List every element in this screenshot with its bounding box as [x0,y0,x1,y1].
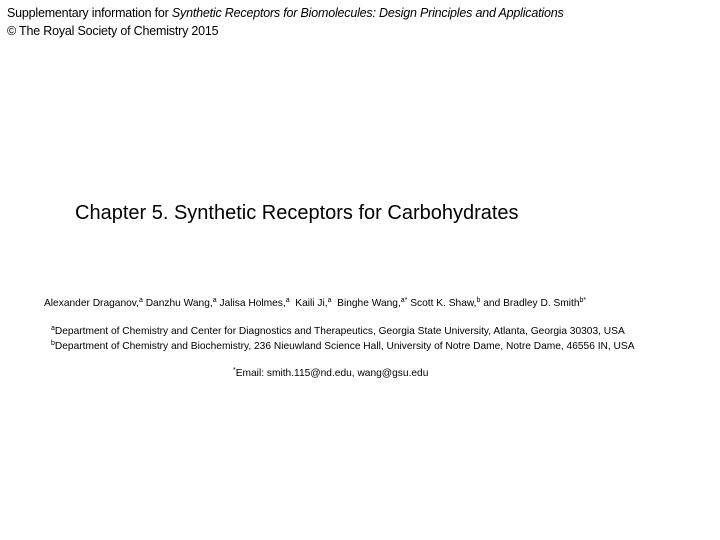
affiliation-mark: b [51,340,55,347]
author-name: and Bradley D. Smith [483,298,580,309]
author-name: Scott K. Shaw, [410,298,477,309]
affiliation-text: Department of Chemistry and Biochemistry, 236 Nieuwland Science Hall, University of Notre Dame, Notre Dame, 46556 IN, USA [54,341,635,352]
copyright-line: © The Royal Society of Chemistry 2015 [7,24,219,38]
affiliation-mark: a [51,325,55,332]
author-name: Jalisa Holmes, [219,298,286,309]
author-name: Kaili Ji, [295,298,328,309]
chapter-title: Chapter 5. Synthetic Receptors for Carbohydrates [75,202,519,224]
author-affil-mark: a [327,297,332,304]
author-affil-mark: b* [579,297,587,304]
author-name: Alexander Draganov, [44,298,139,309]
affiliation-text: Department of Chemistry and Center for Diagnostics and Therapeutics, Georgia State University, Atlanta, Georgia 30303, USA [54,326,625,337]
affiliation-b [51,340,635,354]
header-prefix: Supplementary information for [7,6,172,20]
author-affil-mark: a [138,297,143,304]
author-affil-mark: a [212,297,217,304]
author-affil-mark: b [476,297,481,304]
header-line-1 [7,4,564,22]
author-affil-mark: a [285,297,290,304]
email-text: Email: smith.115@nd.edu, wang@gsu.edu [235,368,429,379]
contact-email [233,367,428,381]
book-title: Synthetic Receptors for Biomolecules: Design Principles and Applications [171,6,564,20]
author-name: Binghe Wang, [337,298,401,309]
corresponding-mark: * [233,367,236,374]
affiliation-a [51,325,625,339]
author-list [44,297,586,311]
page-header [7,4,564,40]
author-affil-mark: a* [400,297,408,304]
author-name: Danzhu Wang, [145,298,213,309]
